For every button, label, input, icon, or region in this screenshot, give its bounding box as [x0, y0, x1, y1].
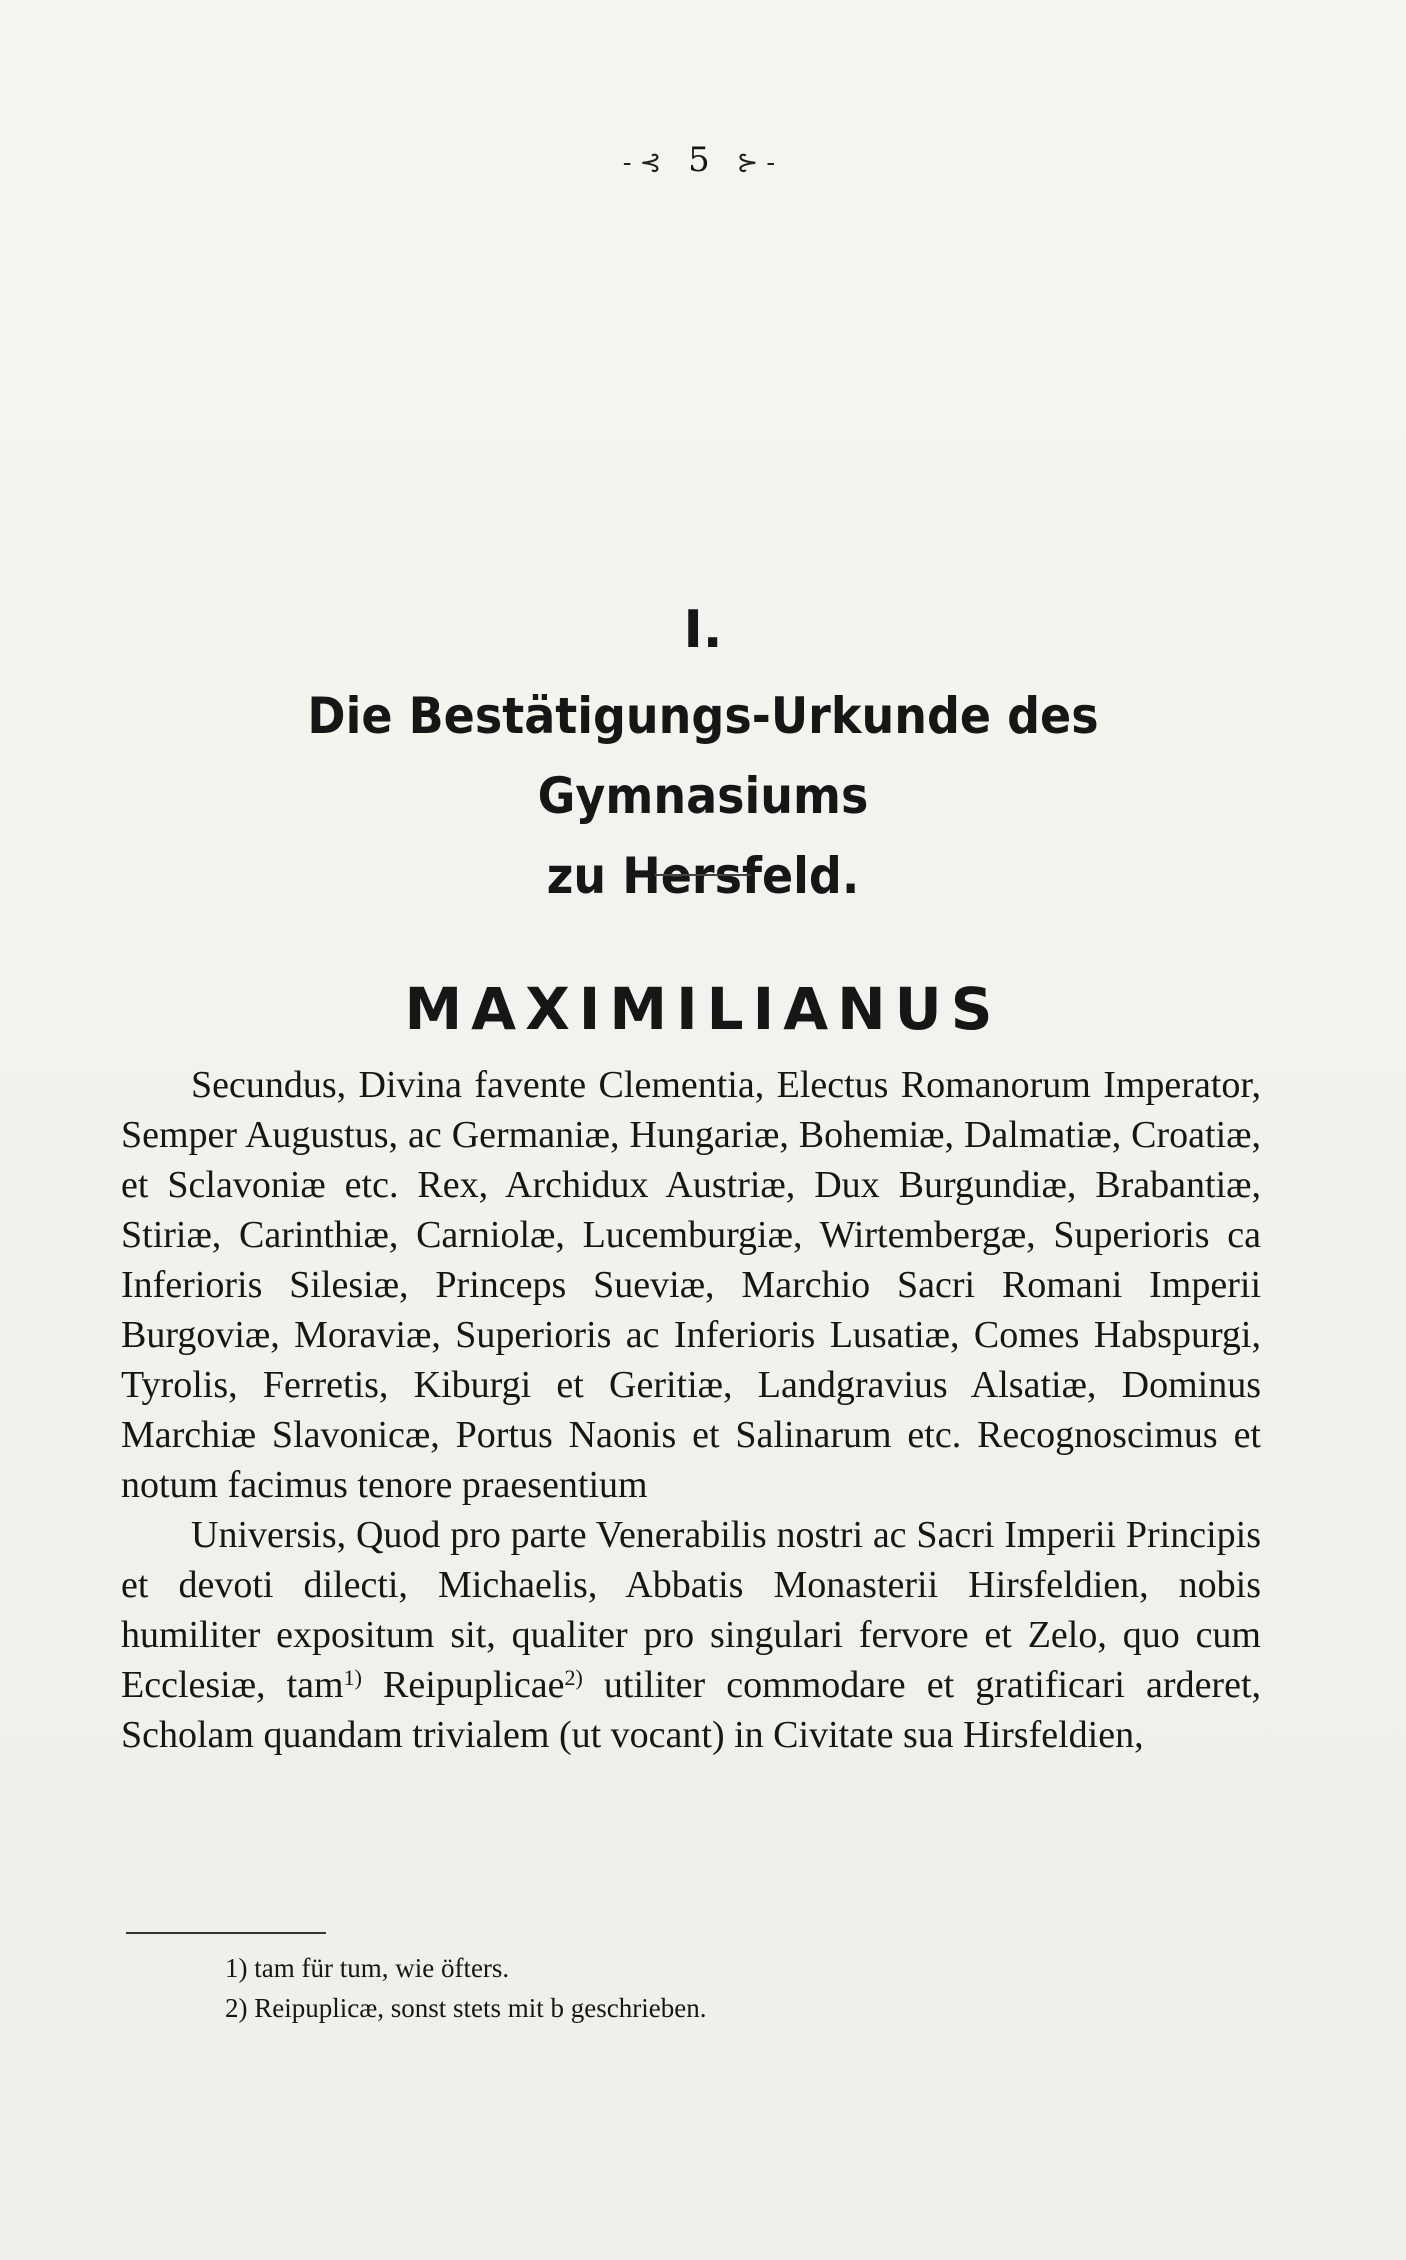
- body-paragraph-2: [121, 1510, 1261, 1760]
- footnote-mark: 1): [225, 1953, 248, 1983]
- footnote-divider: [126, 1932, 326, 1934]
- footnote-text: Reipuplicæ, sonst stets mit b geschrieben.: [254, 1993, 707, 2023]
- document-body: [121, 1060, 1261, 1760]
- ornament-right-icon: ⊱-: [736, 148, 784, 178]
- section-numeral: I.: [683, 600, 723, 660]
- paragraph-2-part-a: Universis, Quod pro parte Venerabilis nostri ac Sacri Imperii Principis et devoti dilecti, Michaelis, Abbatis Monasterii Hirsfeldien, nobis humiliter expositum sit, qualiter pro singulari fervore et Zelo, quo cum Ecclesiæ, tam: [121, 1514, 1261, 1706]
- ornament-left-icon: -⊰: [622, 148, 670, 178]
- section-title-line-1: Die Bestätigungs-Urkunde des Gymnasiums: [307, 687, 1099, 825]
- section-title: [167, 676, 1240, 916]
- footnote-mark: 2): [225, 1993, 248, 2023]
- title-divider: [655, 874, 751, 876]
- paragraph-2-part-c: utiliter commodare et gratificari arderet, Scholam quandam trivialem (ut vocant) in Civitate sua Hirsfeldien,: [121, 1664, 1262, 1756]
- page-number: 5: [688, 140, 718, 180]
- page-header: [0, 140, 1406, 180]
- footnote-ref-2[interactable]: 2): [564, 1665, 583, 1690]
- footnote-2: [225, 1988, 1205, 2028]
- section-title-line-2: zu Hersfeld.: [546, 847, 860, 905]
- paragraph-2-part-b: Reipuplicae: [361, 1664, 565, 1706]
- footnote-text: tam für tum, wie öfters.: [254, 1953, 510, 1983]
- footnote-1: [225, 1948, 1205, 1988]
- emperor-name: MAXIMILIANUS: [404, 975, 1002, 1043]
- footnote-ref-1[interactable]: 1): [343, 1665, 362, 1690]
- body-paragraph-1: Secundus, Divina favente Clementia, Electus Romanorum Imperator, Semper Augustus, ac Germaniæ, Hungariæ, Bohemiæ, Dalmatiæ, Croatiæ, et Sclavoniæ etc. Rex, Archidux Austriæ, Dux Burgundiæ, Brabantiæ, Stiriæ, Carinthiæ, Carniolæ, Lucemburgiæ, Wirtembergæ, Superioris ca Inferioris Silesiæ, Princeps Sueviæ, Marchio Sacri Romani Imperii Burgoviæ, Moraviæ, Superioris ac Inferioris Lusatiæ, Comes Habspurgi, Tyrolis, Ferretis, Kiburgi et Geritiæ, Landgravius Alsatiæ, Dominus Marchiæ Slavonicæ, Portus Naonis et Salinarum etc. Recognoscimus et notum facimus tenore praesentium: [121, 1064, 1261, 1506]
- footnotes: [225, 1948, 1205, 2028]
